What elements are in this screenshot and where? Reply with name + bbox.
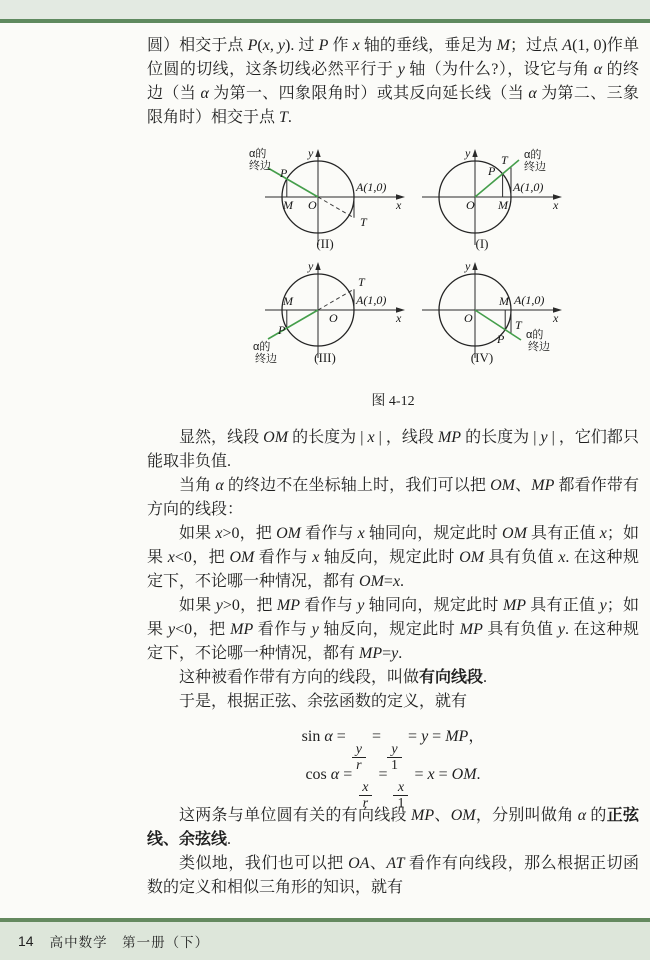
- label-T: T: [515, 318, 522, 332]
- label-O: O: [464, 311, 473, 325]
- label-T: T: [360, 215, 367, 229]
- label-x: x: [396, 311, 402, 325]
- label-terminal-side-2: 终边: [249, 160, 271, 172]
- paragraph-om-rule: 如果 x>0，把 OM 看作与 x 轴同向，规定此时 OM 具有正值 x；如果 x<0，把 OM 看作与 x 轴反向，规定此时 OM 具有负值 x. 在这种规定下，不论哪一种情况，都有 OM=x.: [147, 525, 639, 590]
- diagram-caption-3: (III): [314, 350, 336, 365]
- paragraph-directed-intro: 当角 α 的终边不在坐标轴上时，我们可以把 OM、MP 都看作带有方向的线段：: [147, 477, 639, 518]
- y-axis-arrow-icon: [315, 262, 320, 270]
- label-x: x: [396, 198, 402, 212]
- y-axis-arrow-icon: [472, 262, 477, 270]
- label-terminal-side-1: α的: [253, 341, 271, 353]
- label-P: P: [497, 332, 505, 346]
- paragraph-intro: 圆）相交于点 P(x, y). 过 P 作 x 轴的垂线，垂足为 M；过点 A(1, 0)作单位圆的切线，这条切线必然平行于 y 轴（为什么?），设它与角 α 的终边（当 α 为第一、四象限角时）或其反向延长线（当 α 为第二、三象限角时）相交于点 T.: [147, 37, 639, 126]
- label-T: T: [358, 275, 365, 289]
- label-y: y: [465, 146, 471, 160]
- label-M: M: [499, 294, 509, 308]
- label-P: P: [278, 323, 286, 337]
- label-M: M: [498, 198, 508, 212]
- footer: [0, 922, 650, 960]
- y-axis-arrow-icon: [472, 149, 477, 157]
- label-terminal-side-1: α的: [524, 149, 542, 161]
- paragraph-mp-rule: 如果 y>0，把 MP 看作与 y 轴同向，规定此时 MP 具有正值 y；如果 y<0，把 MP 看作与 y 轴反向，规定此时 MP 具有负值 y. 在这种规定下，不论哪一种情况，都有 MP=y.: [147, 597, 639, 662]
- label-T: T: [501, 153, 508, 167]
- paragraph-lengths: 显然，线段 OM 的长度为 | x | ，线段 MP 的长度为 | y | ，它们都只能取非负值.: [147, 429, 639, 470]
- formula-cosine: cos α = $\frac{x}{r}$ = $\frac{x}{1}$ = x = OM.: [305, 766, 481, 812]
- figure-caption: 图 4-12: [371, 394, 415, 409]
- unit-circle-diagram-quadrant-3: [243, 258, 408, 363]
- diagram-caption-1: (I): [475, 236, 489, 251]
- unit-circle-diagram-quadrant-2: [243, 145, 408, 250]
- label-terminal-side-2: 终边: [255, 353, 277, 363]
- label-x: x: [553, 198, 559, 212]
- label-O: O: [329, 311, 338, 325]
- label-O: O: [466, 198, 475, 212]
- diagram-caption-2: (II): [316, 236, 334, 251]
- terminal-side: [268, 168, 318, 197]
- label-y: y: [308, 259, 314, 273]
- label-terminal-side-1: α的: [526, 329, 544, 341]
- label-y: y: [465, 259, 471, 273]
- formula-sine: sin α = $\frac{y}{r}$ = $\frac{y}{1}$ = y = MP，: [301, 728, 485, 774]
- y-axis-arrow-icon: [315, 149, 320, 157]
- reverse-extension-dashed: [318, 197, 354, 218]
- label-M: M: [283, 294, 293, 308]
- diagram-caption-4: (IV): [470, 350, 494, 365]
- label-P: P: [280, 166, 288, 180]
- top-green-rule: [0, 19, 650, 23]
- label-terminal-side-1: α的: [249, 148, 267, 160]
- book-title: 高中数学 第一册（下）: [49, 935, 210, 950]
- label-A: A(1,0): [513, 180, 544, 194]
- label-M: M: [283, 198, 293, 212]
- label-x: x: [553, 311, 559, 325]
- label-O: O: [308, 198, 317, 212]
- terminal-side: [268, 310, 318, 339]
- paragraph-therefore: 于是，根据正弦、余弦函数的定义，就有: [179, 693, 468, 710]
- paragraph-directed-segment: 这种被看作带有方向的线段，叫做有向线段.: [179, 669, 488, 686]
- label-A: A(1,0): [356, 180, 387, 194]
- label-terminal-side-2: 终边: [524, 161, 546, 173]
- paragraph-sine-cosine-line: 这两条与单位圆有关的有向线段 MP、OM，分别叫做角 α 的正弦线、余弦线.: [147, 807, 639, 848]
- label-y: y: [308, 146, 314, 160]
- page-number: 14: [18, 933, 34, 949]
- label-terminal-side-2: 终边: [528, 341, 550, 353]
- top-color-band: [0, 0, 650, 19]
- unit-circle-diagram-quadrant-1: [400, 145, 565, 250]
- label-P: P: [488, 164, 496, 178]
- label-A: A(1,0): [514, 293, 545, 307]
- unit-circle-diagram-quadrant-4: [400, 258, 565, 363]
- body-text: [147, 426, 639, 900]
- paragraph-tangent-intro: 类似地，我们也可以把 OA、AT 看作有向线段，那么根据正切函数的定义和相似三角形的知识，就有: [147, 855, 639, 896]
- label-A: A(1,0): [356, 293, 387, 307]
- reverse-extension-dashed: [318, 289, 354, 310]
